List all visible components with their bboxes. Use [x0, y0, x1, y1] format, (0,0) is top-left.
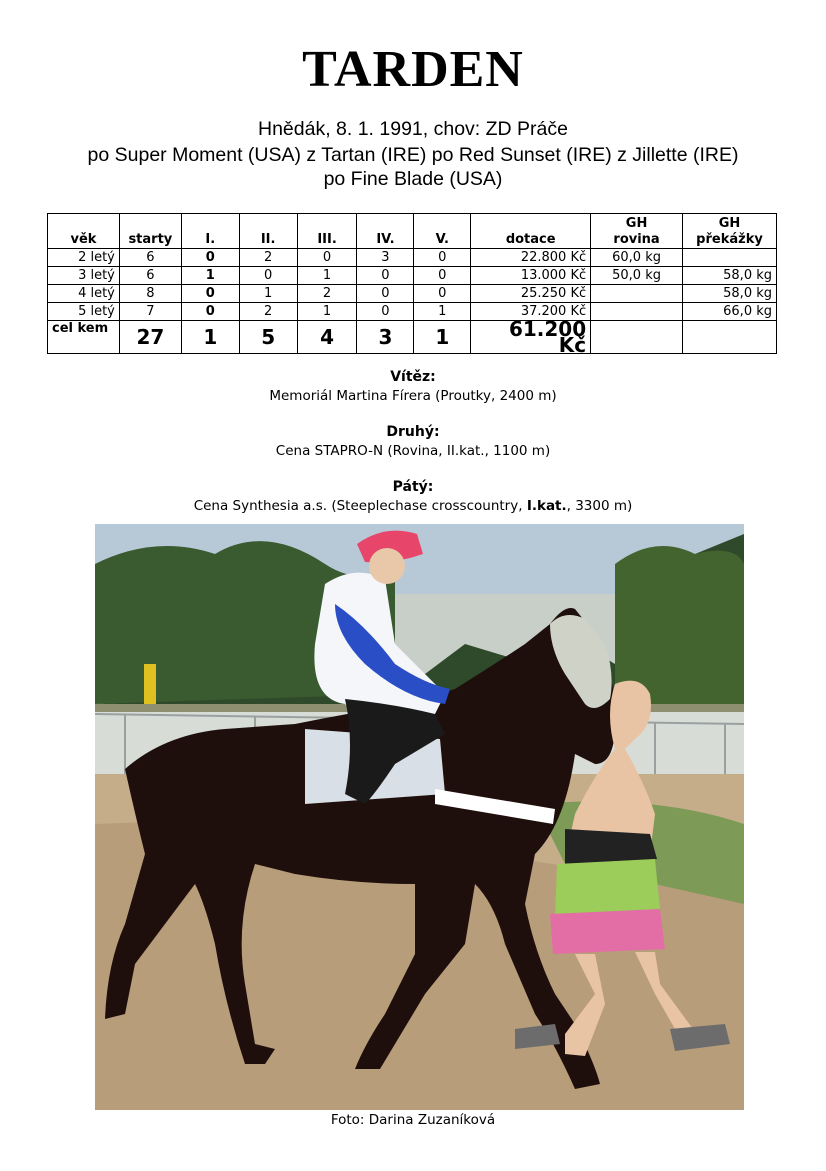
- cell-gh-flat: 60,0 kg: [591, 249, 683, 267]
- header-gh-jump: [683, 214, 777, 249]
- cell-age: 3 letý: [48, 267, 120, 285]
- cell-starts: 7: [119, 303, 181, 321]
- cell-gh-flat: [591, 285, 683, 303]
- table-row: [48, 267, 777, 285]
- cell-first: 0: [181, 303, 239, 321]
- cell-total-second: 5: [239, 321, 297, 354]
- cell-total-third: 4: [297, 321, 357, 354]
- header-prize: dotace: [471, 214, 591, 249]
- table-header-row: [48, 214, 777, 249]
- cell-second: 2: [239, 249, 297, 267]
- header-gh-jump-bottom: překážky: [696, 232, 763, 247]
- fifth-place-heading: Pátý:: [392, 479, 434, 495]
- cell-fourth: 0: [357, 303, 414, 321]
- pedigree-line-2: po Fine Blade (USA): [323, 168, 503, 190]
- cell-third: 1: [297, 267, 357, 285]
- header-age: věk: [48, 214, 120, 249]
- cell-prize: 22.800 Kč: [471, 249, 591, 267]
- cell-fifth: 1: [414, 303, 471, 321]
- race-stats-table: [47, 213, 777, 357]
- cell-gh-flat: 50,0 kg: [591, 267, 683, 285]
- cell-fourth: 0: [357, 285, 414, 303]
- cell-total-first: 1: [181, 321, 239, 354]
- cell-starts: 6: [119, 267, 181, 285]
- cell-total-fifth: 1: [414, 321, 471, 354]
- cell-first: 0: [181, 249, 239, 267]
- header-third: III.: [297, 214, 357, 249]
- cell-first: 1: [181, 267, 239, 285]
- fifth-place-race: [0, 498, 826, 514]
- cell-fifth: 0: [414, 285, 471, 303]
- cell-fourth: 3: [357, 249, 414, 267]
- cell-gh-flat: [591, 303, 683, 321]
- pedigree-line-1: po Super Moment (USA) z Tartan (IRE) po Red Sunset (IRE) z Jillette (IRE): [87, 144, 739, 166]
- header-gh-flat-top: GH: [625, 216, 648, 231]
- fifth-place-race-start: Cena Synthesia a.s. (Steeplechase crosscountry,: [193, 498, 527, 514]
- header-gh-jump-top: GH: [718, 216, 741, 231]
- cell-prize: 37.200 Kč: [471, 303, 591, 321]
- header-gh-flat-bottom: rovina: [613, 232, 660, 247]
- cell-prize: 13.000 Kč: [471, 267, 591, 285]
- cell-starts: 8: [119, 285, 181, 303]
- cell-total-starts: 27: [119, 321, 181, 354]
- table-row: [48, 285, 777, 303]
- cell-gh-jump: 66,0 kg: [683, 303, 777, 321]
- cell-total-label: cel kem: [48, 321, 120, 354]
- cell-starts: 6: [119, 249, 181, 267]
- cell-total-fourth: 3: [357, 321, 414, 354]
- cell-age: 4 letý: [48, 285, 120, 303]
- race-photo: [95, 524, 744, 1110]
- header-starts: starty: [119, 214, 181, 249]
- winner-heading: Vítěz:: [390, 369, 436, 385]
- cell-third: 2: [297, 285, 357, 303]
- cell-total-gh-flat: [591, 321, 683, 354]
- header-first: I.: [181, 214, 239, 249]
- cell-gh-jump: 58,0 kg: [683, 267, 777, 285]
- cell-fifth: 0: [414, 267, 471, 285]
- winner-race: Memoriál Martina Fírera (Proutky, 2400 m): [269, 388, 557, 404]
- cell-second: 1: [239, 285, 297, 303]
- cell-third: 1: [297, 303, 357, 321]
- photo-caption: Foto: Darina Zuzaníková: [330, 1112, 496, 1128]
- cell-second: 0: [239, 267, 297, 285]
- second-place-race: Cena STAPRO-N (Rovina, II.kat., 1100 m): [275, 443, 551, 459]
- header-gh-flat: [591, 214, 683, 249]
- table-total-row: [48, 321, 777, 354]
- cell-second: 2: [239, 303, 297, 321]
- cell-age: 2 letý: [48, 249, 120, 267]
- cell-third: 0: [297, 249, 357, 267]
- header-fourth: IV.: [357, 214, 414, 249]
- fifth-place-race-category: I.kat.: [526, 498, 567, 514]
- header-second: II.: [239, 214, 297, 249]
- table-row: [48, 303, 777, 321]
- cell-total-gh-jump: [683, 321, 777, 354]
- cell-first: 0: [181, 285, 239, 303]
- table-row: [48, 249, 777, 267]
- fifth-place-race-end: , 3300 m): [566, 498, 633, 514]
- cell-prize: 25.250 Kč: [471, 285, 591, 303]
- cell-fifth: 0: [414, 249, 471, 267]
- cell-gh-jump: [683, 249, 777, 267]
- cell-fourth: 0: [357, 267, 414, 285]
- cell-age: 5 letý: [48, 303, 120, 321]
- header-fifth: V.: [414, 214, 471, 249]
- horse-name: TARDEN: [302, 41, 524, 98]
- horse-info-line: Hnědák, 8. 1. 1991, chov: ZD Práče: [257, 118, 568, 140]
- second-place-heading: Druhý:: [386, 424, 440, 440]
- cell-gh-jump: 58,0 kg: [683, 285, 777, 303]
- cell-total-prize: 61.200 Kč: [471, 321, 591, 354]
